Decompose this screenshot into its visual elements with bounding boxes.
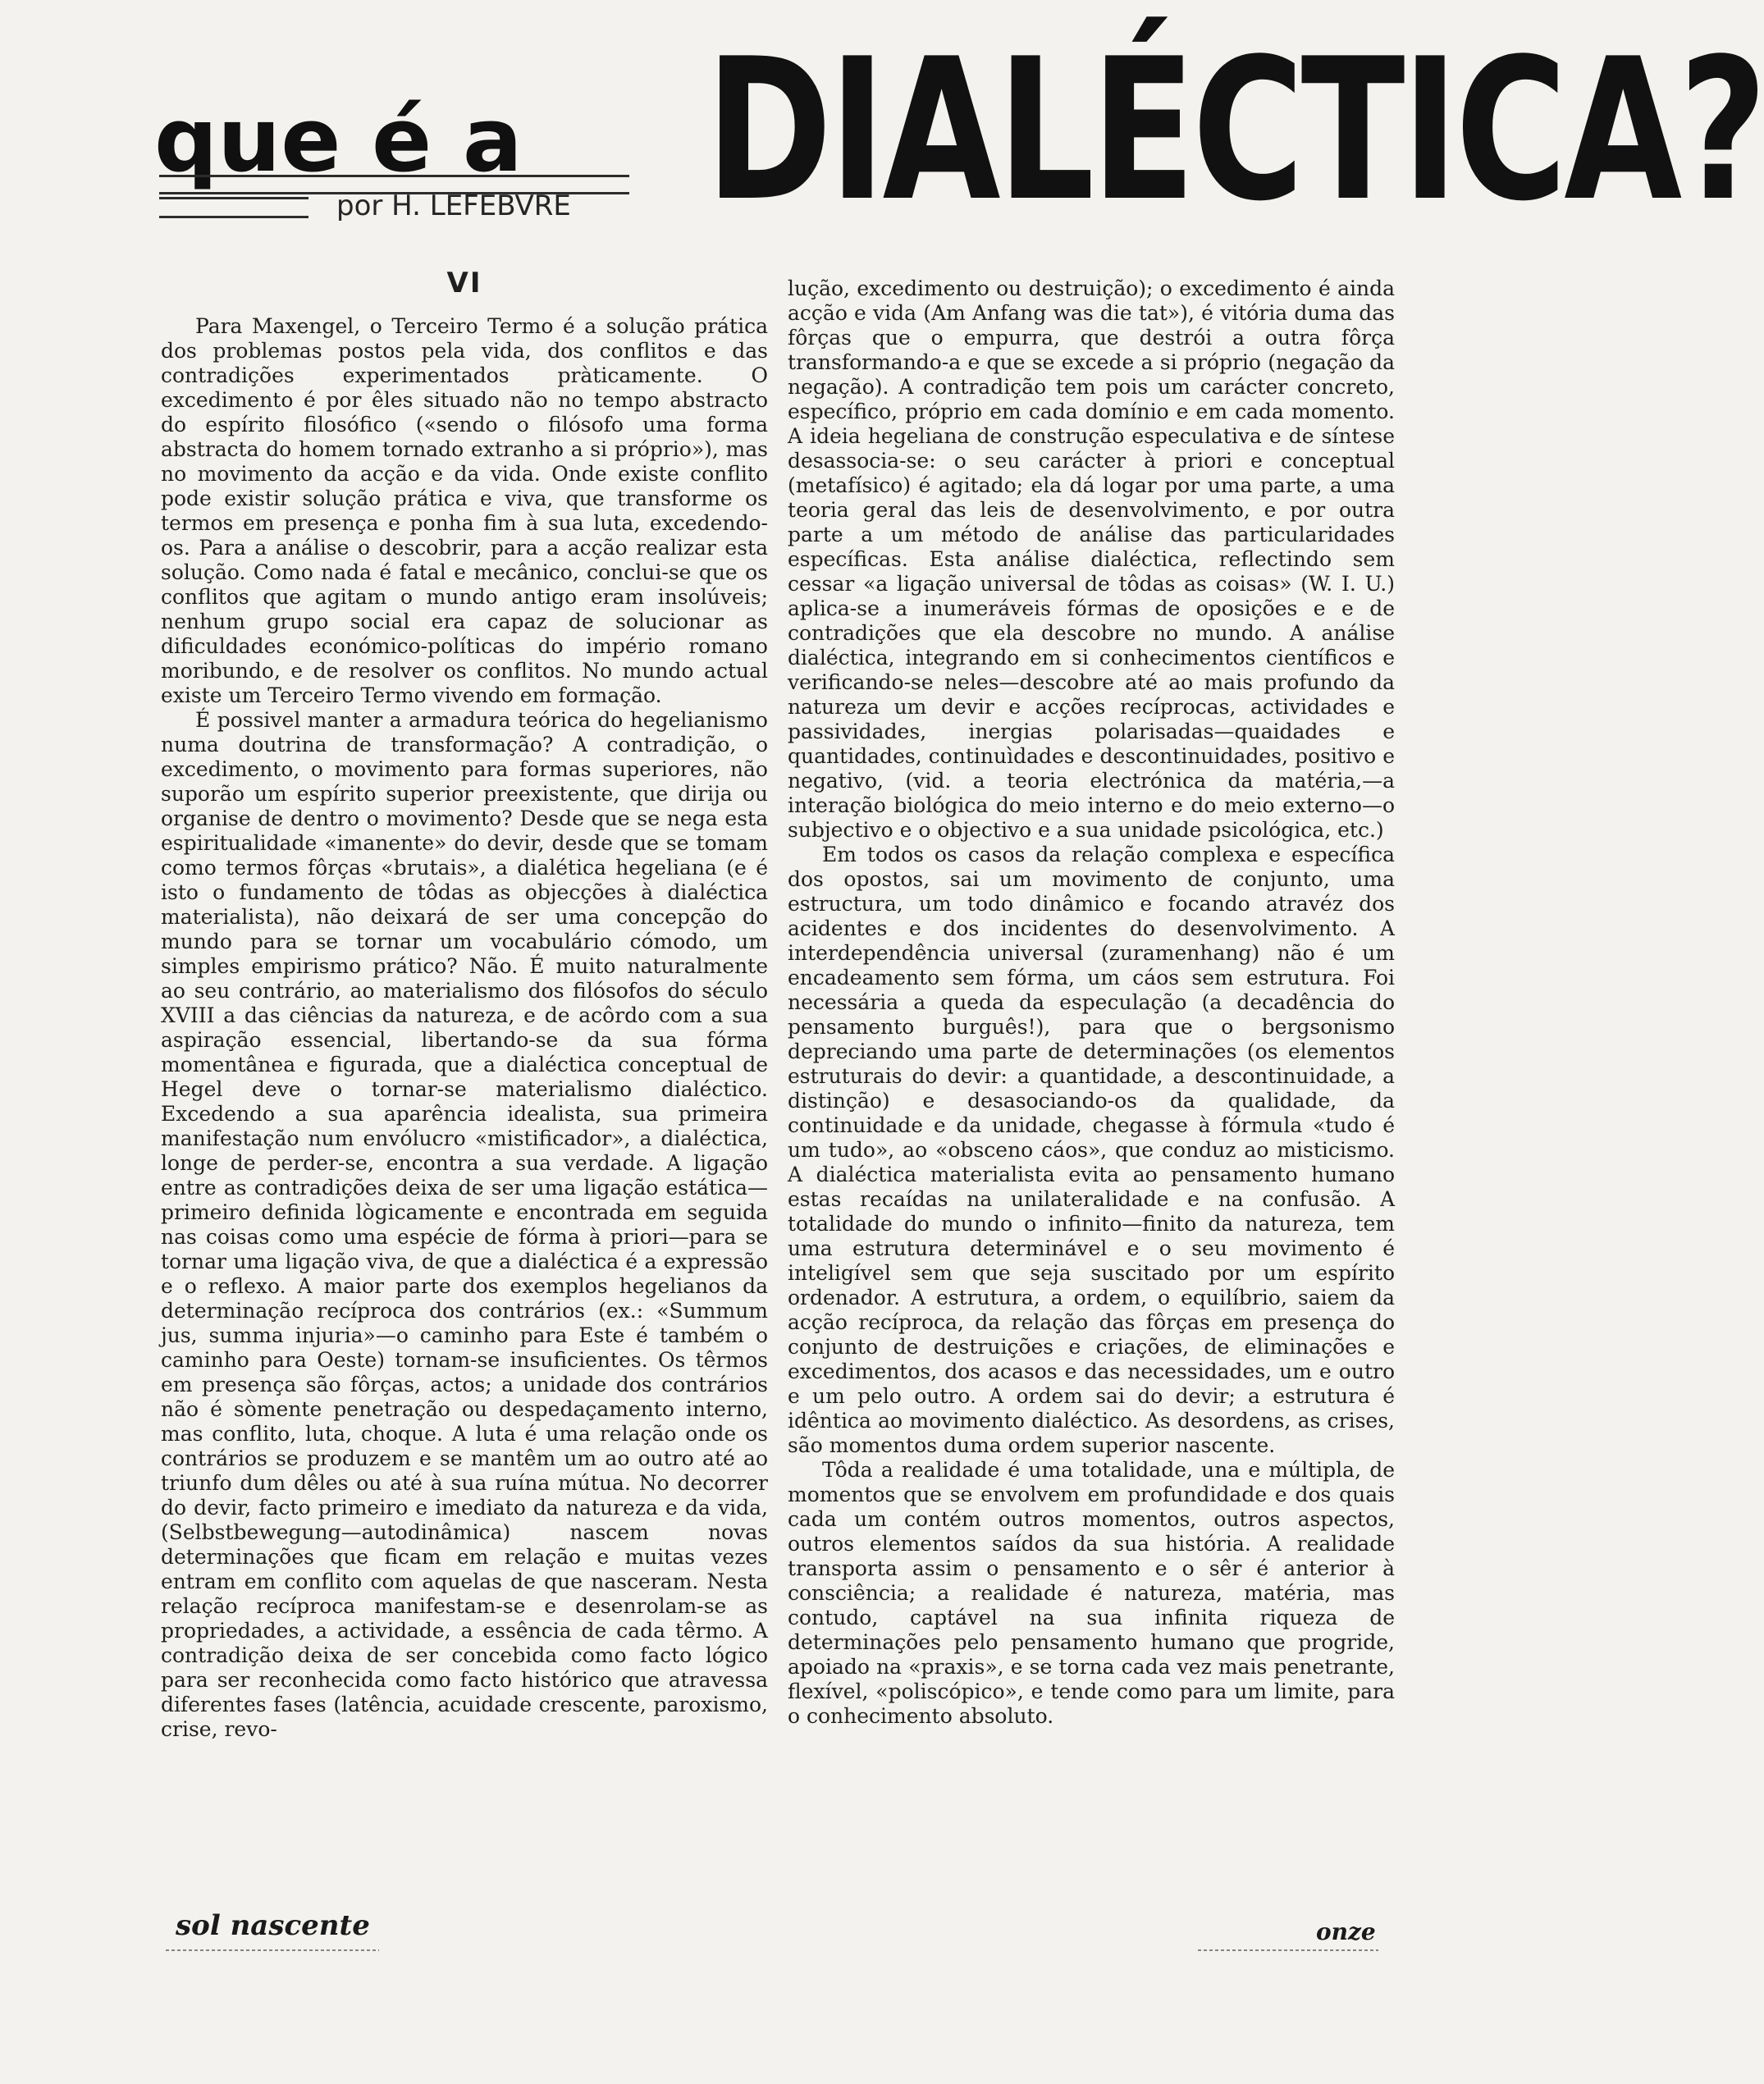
footer-page-word: onze xyxy=(1316,1918,1376,1945)
byline-double-rule xyxy=(159,197,308,218)
right-paragraph-1: lução, excedimento ou destruição); o excedimento é ainda acção e vida (Am Anfang was die tat»), é vitória duma das fôrças que o empurra, que destrói a outra fôrça transformando-a e que se excede a si próprio (negação da negação). A contradição tem pois um carácter concreto, específico, próprio em cada domínio e em cada momento. A ideia hegeliana de construção especulativa e de síntese desassocia-se: o seu carácter à priori e conceptual (metafísico) é agitado; ela dá logar por uma parte, a uma teoria geral das leis de desenvolvimento, e por outra parte a um método de análise das particularidades específicas. Esta análise dialéctica, reflectindo sem cessar «a ligação universal de tôdas as coisas» (W. I. U.) aplica-se a inumeráveis fórmas de oposições e e de contradições que ela descobre no mundo. A análise dialéctica, integrando em si conhecimentos científicos e verificando-se neles—descobre até ao mais profundo da natureza um devir e acções recíprocas, actividades e passividades, inergias polarisadas—quaidades e quantidades, continuìdades e descontinuidades, positivo e negativo, (vid. a teoria electrónica da matéria,—a interação biológica do meio interno e do meio externo—o subjectivo e o objectivo e a sua unidade psicológica, etc.) xyxy=(788,276,1395,842)
left-paragraph-1: Para Maxengel, o Terceiro Termo é a solução prática dos problemas postos pela vida, dos conflitos e das contradições experimentados pràticamente. O excedimento é por êles situado não no tempo abstracto do espírito filosófico («sendo o filósofo uma forma abstracta do homem tornado extranho a si próprio»), mas no movimento da acção e da vida. Onde existe conflito pode existir solução prática e viva, que transforme os termos em presença e ponha fim à sua luta, excedendo-os. Para a análise o descobrir, para a acção realizar esta solução. Como nada é fatal e mecânico, conclui-se que os conflitos que agitam o mundo antigo eram insolúveis; nenhum grupo social era capaz de solucionar as dificuldades económico-políticas do império romano moribundo, e de resolver os conflitos. No mundo actual existe um Terceiro Termo vivendo em formação. xyxy=(161,314,768,707)
right-text-column xyxy=(788,276,1395,1729)
right-paragraph-3: Tôda a realidade é uma totalidade, una e múltipla, de momentos que se envolvem em profundidade e dos quais cada um contém outros momentos, outros aspectos, outros elementos saídos da sua história. A realidade transporta assim o pensamento e o sêr é anterior à consciência; a realidade é natureza, matéria, mas contudo, captável na sua infinita riqueza de determinações pelo pensamento humano que progride, apoiado na «praxis», e se torna cada vez mais penetrante, flexível, «poliscópico», e tende como para um limite, para o conhecimento absoluto. xyxy=(788,1458,1395,1728)
footer-left-rule xyxy=(166,1949,379,1951)
section-number: VI xyxy=(446,267,482,299)
right-paragraph-2: Em todos os casos da relação complexa e específica dos opostos, sai um movimento de conjunto, uma estructura, um todo dinâmico e focando atravéz dos acidentes e dos incidentes do desenvolvimento. A interdependência universal (zuramenhang) não é um encadeamento sem fórma, um cáos sem estrutura. Foi necessária a queda da especulação (a decadência do pensamento burguês!), para que o bergsonismo depreciando uma parte de determinações (os elementos estruturais do devir: a quantidade, a descontinuidade, a distinção) e desasociando-os da qualidade, da continuidade e da unidade, chegasse à fórmula «tudo é um tudo», ao «obsceno cáos», que conduz ao misticismo. A dialéctica materialista evita ao pensamento humano estas recaídas na unilateralidade e na confusão. A totalidade do mundo o infinito—finito da natureza, tem uma estrutura determinável e o seu movimento é inteligível sem que seja suscitado por um espírito ordenador. A estrutura, a ordem, o equilíbrio, saiem da acção recíproca, da relação das fôrças em presença do conjunto de destruições e criações, de eliminações e excedimentos, dos acasos e das necessidades, um e outro e um pelo outro. A ordem sai do devir; a estrutura é idêntica ao movimento dialéctico. As desordens, as crises, são momentos duma ordem superior nascente. xyxy=(788,843,1395,1457)
left-paragraph-2: É possivel manter a armadura teórica do hegelianismo numa doutrina de transformação? A contradição, o excedimento, o movimento para formas superiores, não suporão um espírito superior preexistente, que dirija ou organise de dentro o movimento? Desde que se nega esta espiritualidade «imanente» do devir, desde que se tomam como termos fôrças «brutais», a dialética hegeliana (e é isto o fundamento de tôdas as objecções à dialéctica materialista), não deixará de ser uma concepção do mundo para se tornar um vocabulário cómodo, um simples empirismo prático? Não. É muito naturalmente ao seu contrário, ao materialismo dos filósofos do século XVIII a das ciências da natureza, e de acôrdo com a sua aspiração essencial, libertando-se da sua fórma momentânea e figurada, que a dialéctica conceptual de Hegel deve o tornar-se materialismo dialéctico. Excedendo a sua aparência idealista, sua primeira manifestação num envólucro «mistificador», a dialéctica, longe de perder-se, encontra a sua verdade. A ligação entre as contradições deixa de ser uma ligação estática—primeiro definida lògicamente e encontrada em seguida nas coisas como uma espécie de fórma à priori—para se tornar uma ligação viva, de que a dialéctica é a expressão e o reflexo. A maior parte dos exemplos hegelianos da determinação recíproca dos contrários (ex.: «Summum jus, summa injuria»—o caminho para Este é também o caminho para Oeste) tornam-se insuficientes. Os têrmos em presença são fôrças, actos; a unidade dos contrários não é sòmente penetração ou despedaçamento interno, mas conflito, luta, choque. A luta é uma relação onde os contrários se produzem e se mantêm um ao outro até ao triunfo dum dêles ou até à sua ruína mútua. No decorrer do devir, facto primeiro e imediato da natureza e da vida, (Selbstbewegung—autodinâmica) nascem novas determinações que ficam em relação e muitas vezes entram em conflito com aquelas de que nasceram. Nesta relação recíproca manifestam-se e desenrolam-se as propriedades, a actividade, a essência de cada têrmo. A contradição deixa de ser concebida como facto lógico para ser reconhecida como facto histórico que atravessa diferentes fases (latência, acuidade crescente, paroxismo, crise, revo- xyxy=(161,708,768,1741)
main-title: DIALÉCTICA? xyxy=(706,16,1764,245)
title-prefix: que é a xyxy=(154,89,523,192)
left-text-column xyxy=(161,267,768,1742)
author-byline: por H. LEFEBVRE xyxy=(336,190,571,222)
footer-publication-name: sol nascente xyxy=(176,1909,370,1942)
footer-right-rule xyxy=(1198,1949,1378,1951)
article-header xyxy=(0,0,1764,271)
